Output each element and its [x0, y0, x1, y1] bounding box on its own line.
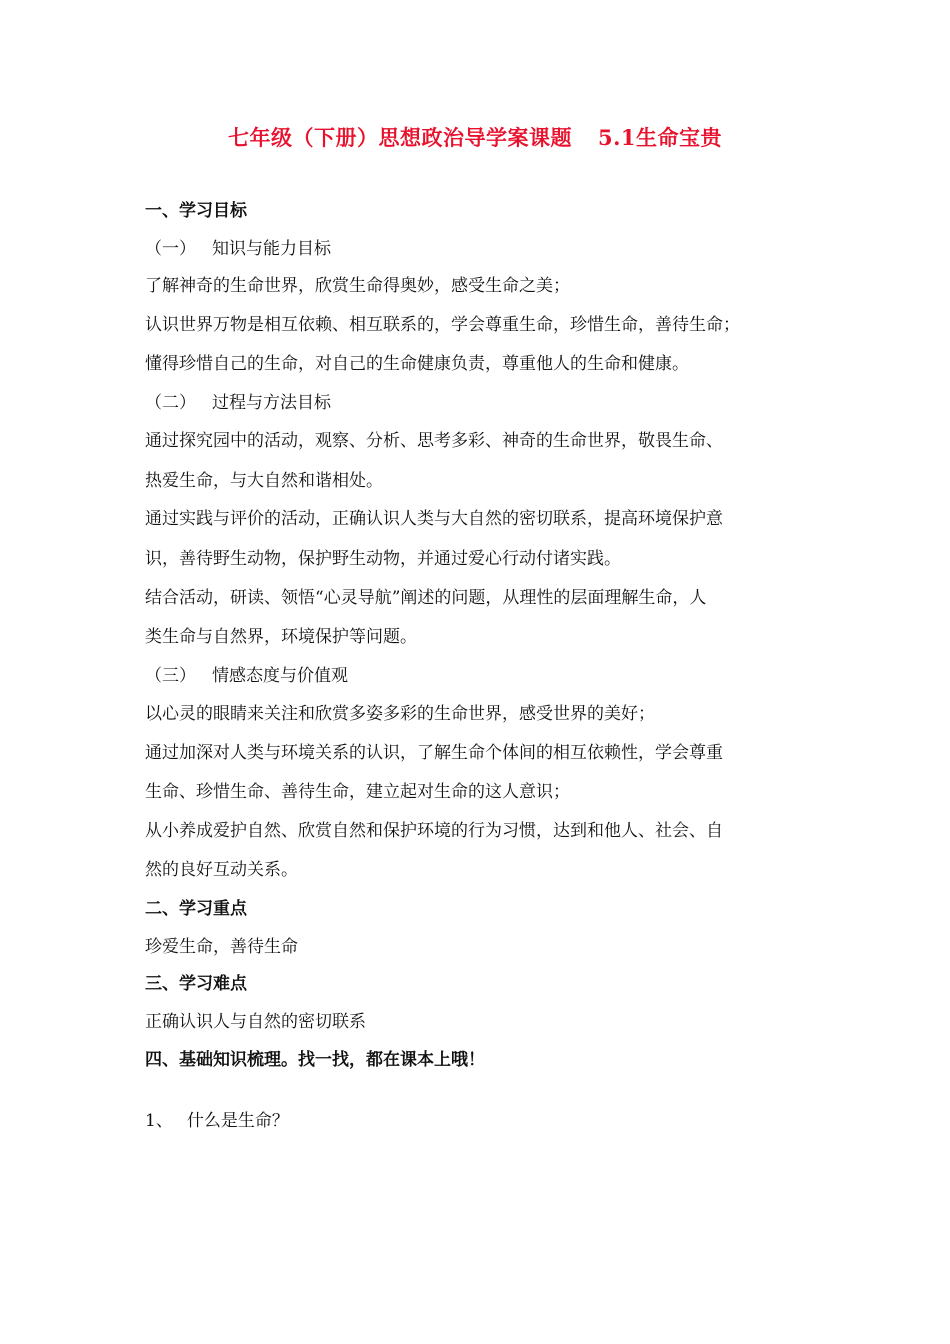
section-heading-difficulties: 三、学习难点	[145, 974, 247, 994]
paragraph: 识，善待野生动物，保护野生动物，并通过爱心行动付诸实践。	[145, 549, 621, 569]
section-heading-learning-goals: 一、学习目标	[145, 201, 247, 221]
question-number: 1、	[145, 1111, 173, 1131]
subsection-number: （二）	[145, 393, 196, 413]
paragraph: 以心灵的眼睛来关注和欣赏多姿多彩的生命世界，感受世界的美好；	[145, 704, 655, 724]
question-text: 什么是生命？	[186, 1111, 289, 1131]
paragraph: 认识世界万物是相互依赖、相互联系的，学会尊重生命，珍惜生命，善待生命；	[145, 315, 740, 335]
paragraph: 结合活动，研读、领悟“心灵导航”阐述的问题，从理性的层面理解生命，人	[145, 588, 707, 608]
section-heading-key-points: 二、学习重点	[145, 899, 247, 919]
title-lesson: 5.1生命宝贵	[597, 125, 723, 150]
page-title	[0, 122, 950, 152]
subsection-process-method	[145, 391, 331, 415]
subsection-knowledge-ability	[145, 237, 331, 261]
paragraph: 通过探究园中的活动，观察、分析、思考多彩、神奇的生命世界，敬畏生命、	[145, 431, 723, 451]
paragraph: 了解神奇的生命世界，欣赏生命得奥妙，感受生命之美；	[145, 276, 570, 296]
title-main: 七年级（下册）思想政治导学案课题	[227, 125, 572, 150]
subsection-label: 过程与方法目标	[212, 393, 331, 413]
paragraph: 从小养成爱护自然、欣赏自然和保护环境的行为习惯，达到和他人、社会、自	[145, 821, 723, 841]
subsection-emotion-values	[145, 664, 348, 688]
paragraph: 懂得珍惜自己的生命，对自己的生命健康负责，尊重他人的生命和健康。	[145, 354, 689, 374]
paragraph: 正确认识人与自然的密切联系	[145, 1012, 366, 1032]
section-heading-basic-knowledge: 四、基础知识梳理。找一找，都在课本上哦！	[145, 1050, 485, 1070]
subsection-label: 情感态度与价值观	[212, 666, 348, 686]
question-item	[145, 1109, 289, 1133]
subsection-number: （三）	[145, 666, 196, 686]
paragraph: 通过加深对人类与环境关系的认识，了解生命个体间的相互依赖性，学会尊重	[145, 743, 723, 763]
paragraph: 类生命与自然界，环境保护等问题。	[145, 627, 417, 647]
subsection-number: （一）	[145, 239, 196, 259]
subsection-label: 知识与能力目标	[212, 239, 331, 259]
paragraph: 通过实践与评价的活动，正确认识人类与大自然的密切联系，提高环境保护意	[145, 509, 723, 529]
paragraph: 然的良好互动关系。	[145, 860, 298, 880]
paragraph: 生命、珍惜生命、善待生命，建立起对生命的这人意识；	[145, 782, 570, 802]
paragraph: 热爱生命，与大自然和谐相处。	[145, 471, 383, 491]
paragraph: 珍爱生命，善待生命	[145, 937, 298, 957]
